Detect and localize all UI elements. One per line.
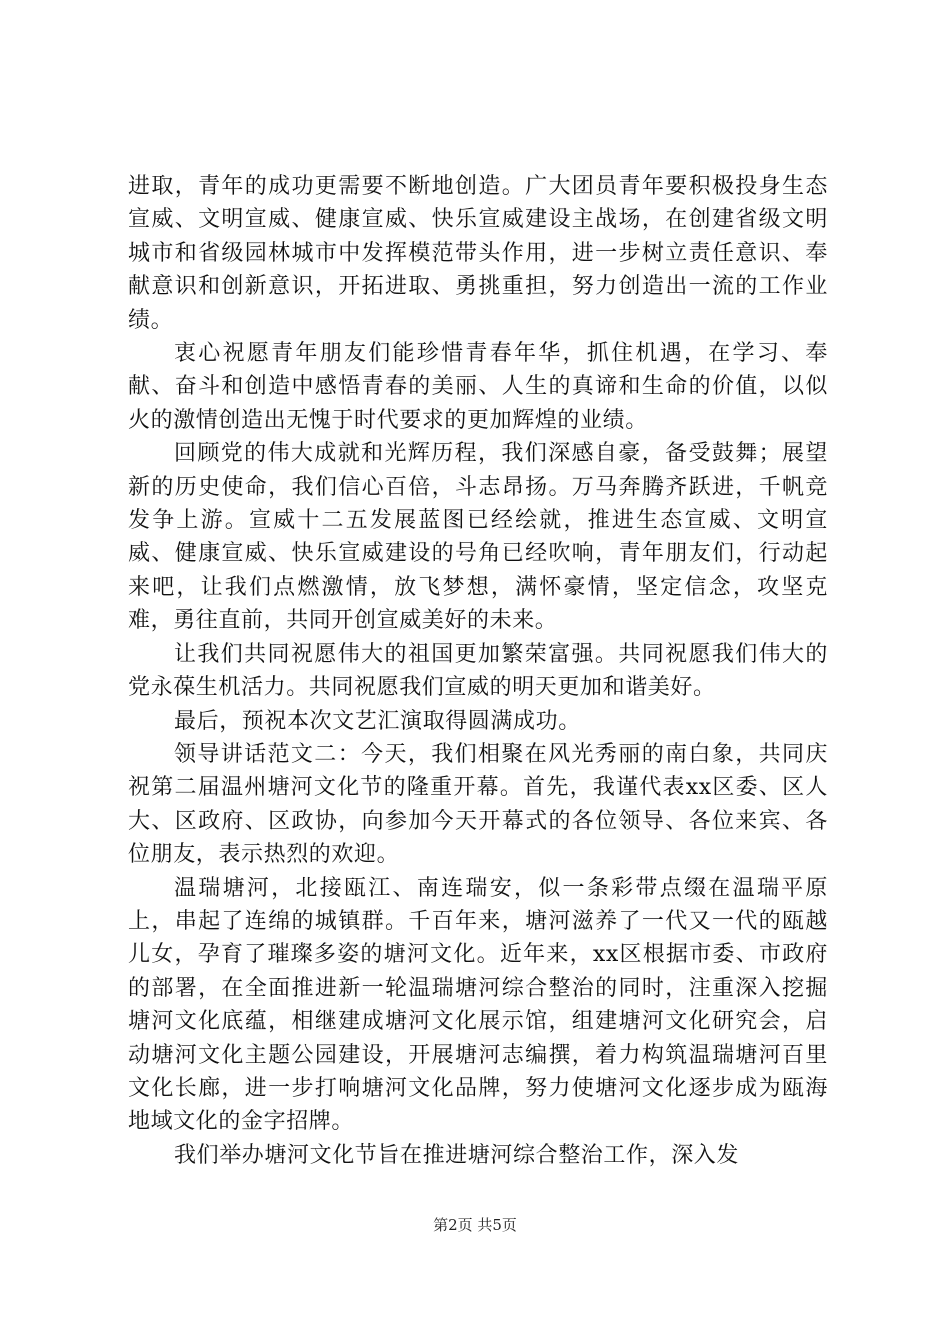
paragraph-closing: 最后，预祝本次文艺汇演取得圆满成功。 (174, 708, 581, 734)
paragraph-wishes-youth: 衷心祝愿青年朋友们能珍惜青春年华，抓住机遇，在学习、奉献、奋斗和创造中感悟青春的美丽、人生的真谛和生命的价值，以似火的激情创造出无愧于时代要求的更加辉煌的业绩。 (128, 341, 828, 433)
page-number-footer: 第2页 共5页 (433, 1216, 517, 1234)
paragraph-review-history: 回顾党的伟大成就和光辉历程，我们深感自豪，备受鼓舞；展望新的历史使命，我们信心百倍，斗志昂扬。万马奔腾齐跃进，千帆竞发争上游。宣威十二五发展蓝图已经绘就，推进生态宣威、文明宣威、健康宣威、快乐宣威建设的号角已经吹响，青年朋友们，行动起来吧，让我们点燃激情，放飞梦想，满怀豪情，坚定信念，攻坚克难，勇往直前，共同开创宣威美好的未来。 (128, 441, 828, 634)
paragraph-festival-purpose: 我们举办塘河文化节旨在推进塘河综合整治工作，深入发 (174, 1142, 740, 1168)
paragraph-continuation: 进取，青年的成功更需要不断地创造。广大团员青年要积极投身生态宣威、文明宣威、健康宣威、快乐宣威建设主战场，在创建省级文明城市和省级园林城市中发挥模范带头作用，进一步树立责任意识、奉献意识和创新意识，开拓进取、勇挑重担，努力创造出一流的工作业绩。 (128, 174, 828, 333)
paragraph-speech-two-opening: 领导讲话范文二：今天，我们相聚在风光秀丽的南白象，共同庆祝第二届温州塘河文化节的隆重开幕。首先，我谨代表xx区委、区人大、区政府、区政协，向参加今天开幕式的各位领导、各位来宾、各位朋友，表示热烈的欢迎。 (128, 741, 828, 868)
paragraph-wishes-country: 让我们共同祝愿伟大的祖国更加繁荣富强。共同祝愿我们伟大的党永葆生机活力。共同祝愿我们宣威的明天更加和谐美好。 (128, 641, 828, 701)
paragraph-tanghe-river: 温瑞塘河，北接瓯江、南连瑞安，似一条彩带点缀在温瑞平原上，串起了连绵的城镇群。千百年来，塘河滋养了一代又一代的瓯越儿女，孕育了璀璨多姿的塘河文化。近年来，xx区根据市委、市政府的部署，在全面推进新一轮温瑞塘河综合整治的同时，注重深入挖掘塘河文化底蕴，相继建成塘河文化展示馆，组建塘河文化研究会，启动塘河文化主题公园建设，开展塘河志编撰，着力构筑温瑞塘河百里文化长廊，进一步打响塘河文化品牌，努力使塘河文化逐步成为瓯海地域文化的金字招牌。 (128, 875, 828, 1135)
body-text (128, 170, 828, 1172)
